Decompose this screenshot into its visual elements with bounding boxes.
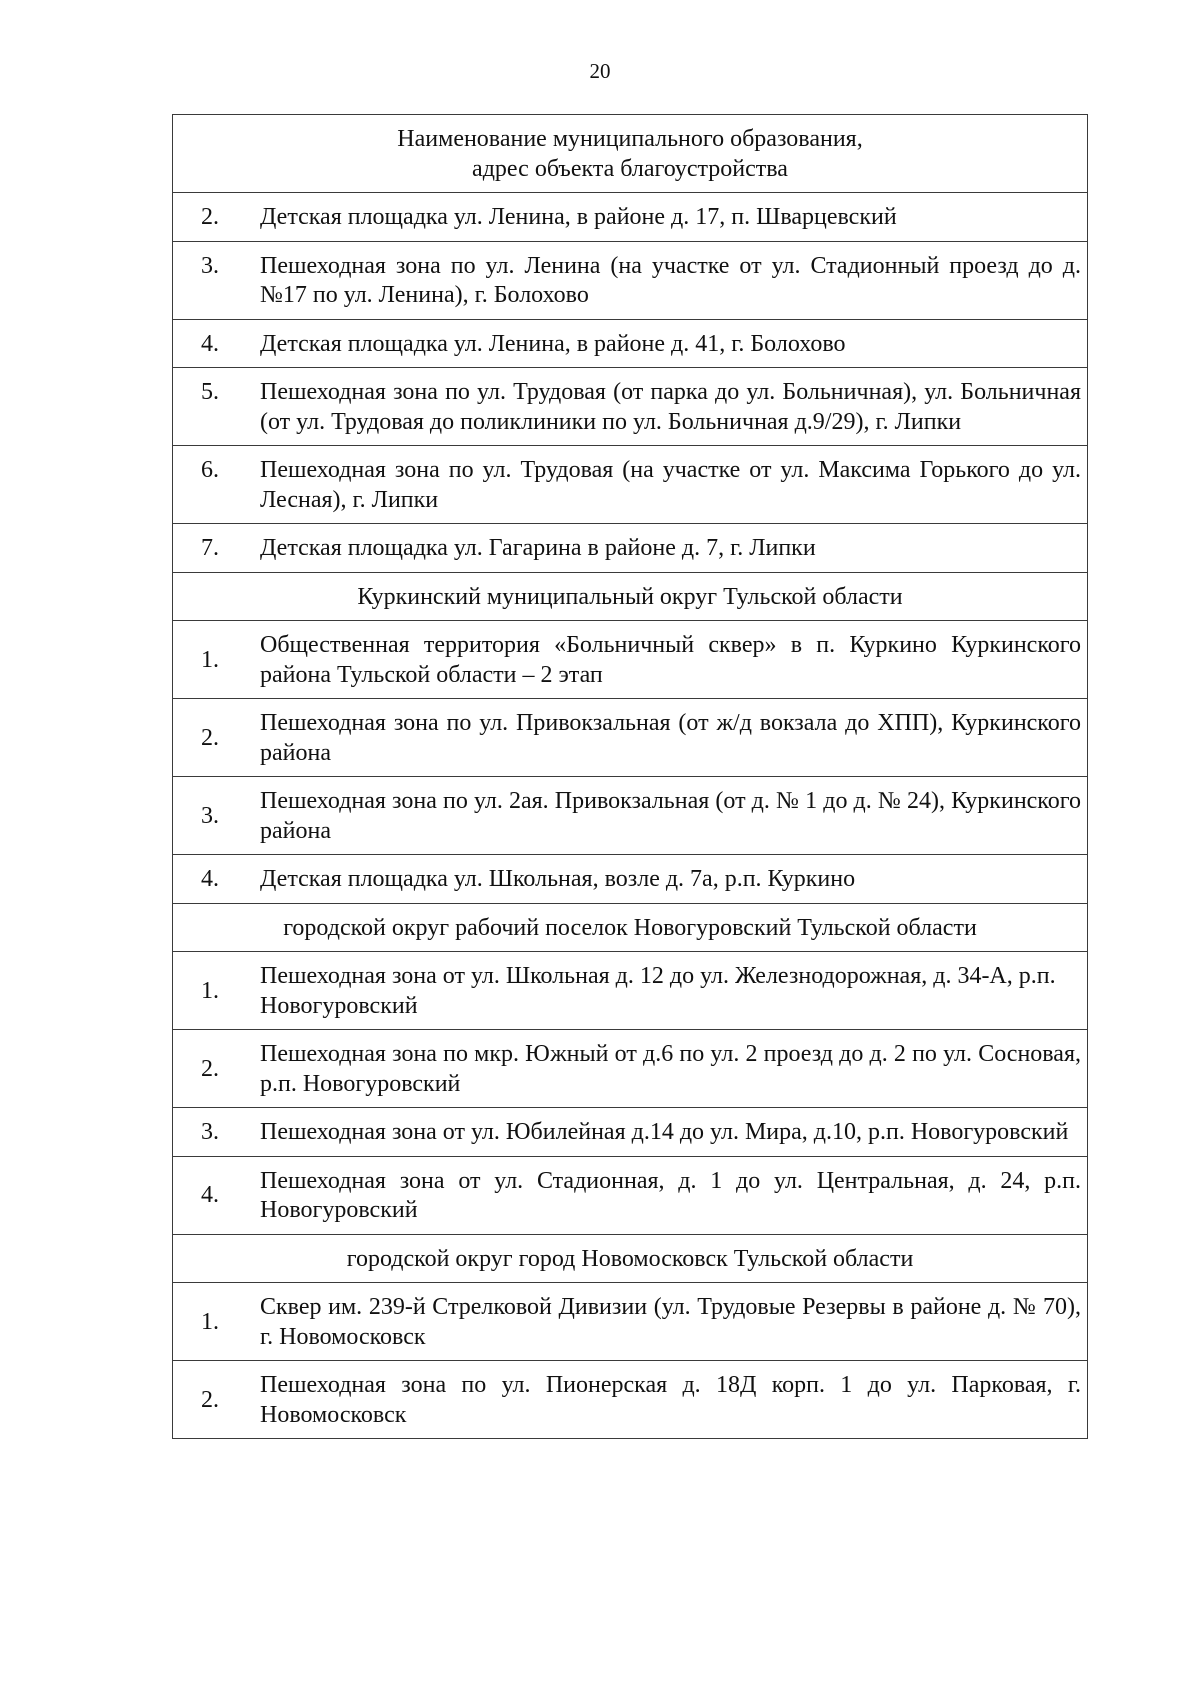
table-row [173, 241, 1088, 319]
item-address: Пешеходная зона по ул. Привокзальная (от ж/д вокзала до ХПП), Куркинского района [260, 710, 1081, 766]
item-number: 1. [201, 977, 219, 1004]
table-row [173, 1283, 1088, 1361]
section-row [173, 1234, 1088, 1283]
item-address: Детская площадка ул. Гагарина в районе д. 7, г. Липки [260, 535, 816, 561]
item-address: Пешеходная зона по ул. Ленина (на участке от ул. Стадионный проезд до д. №17 по ул. Ленина), г. Болохово [260, 252, 1081, 308]
header-line-2: адрес объекта благоустройства [472, 155, 788, 182]
item-address: Пешеходная зона по мкр. Южный от д.6 по ул. 2 проезд до д. 2 по ул. Сосновая, р.п. Новогуровский [260, 1041, 1081, 1097]
item-address: Общественная территория «Больничный сквер» в п. Куркино Куркинского района Тульской области – 2 этап [260, 632, 1081, 688]
table-row [173, 777, 1088, 855]
table-row [173, 621, 1088, 699]
item-address: Пешеходная зона от ул. Юбилейная д.14 до ул. Мира, д.10, р.п. Новогуровский [260, 1119, 1069, 1145]
item-number: 2. [201, 724, 219, 751]
item-number: 3. [201, 252, 219, 279]
table-row [173, 446, 1088, 524]
table-row [173, 855, 1088, 904]
table-row [173, 319, 1088, 368]
item-address: Детская площадка ул. Школьная, возле д. 7а, р.п. Куркино [260, 866, 856, 892]
page-number: 20 [589, 59, 611, 83]
item-number: 2. [201, 1055, 219, 1082]
table-row [173, 1361, 1088, 1439]
item-number: 2. [201, 204, 219, 230]
section-heading: городской округ рабочий поселок Новогуровский Тульской области [173, 903, 1088, 952]
table-row [173, 368, 1088, 446]
table-row [173, 193, 1088, 242]
item-number: 1. [201, 1308, 219, 1335]
item-address: Сквер им. 239-й Стрелковой Дивизии (ул. Трудовые Резервы в районе д. № 70), г. Новомосковск [260, 1294, 1081, 1350]
section-heading: городской округ город Новомосковск Тульской области [173, 1234, 1088, 1283]
item-number: 7. [201, 535, 219, 561]
item-number: 4. [201, 330, 219, 357]
item-address: Пешеходная зона от ул. Школьная д. 12 до ул. Железнодорожная, д. 34-А, р.п. Новогуровский [260, 963, 1056, 1019]
table-row [173, 1108, 1088, 1157]
item-address: Пешеходная зона по ул. 2ая. Привокзальная (от д. № 1 до д. № 24), Куркинского района [260, 788, 1081, 844]
table-header-row [173, 115, 1088, 193]
item-number: 1. [201, 646, 219, 673]
item-number: 6. [201, 457, 219, 483]
section-heading: Куркинский муниципальный округ Тульской области [173, 572, 1088, 621]
table-header-cell [173, 115, 1088, 193]
table-row [173, 1156, 1088, 1234]
item-number: 2. [201, 1386, 219, 1413]
item-number: 4. [201, 1182, 219, 1209]
table-row [173, 699, 1088, 777]
section-row [173, 903, 1088, 952]
item-address: Пешеходная зона от ул. Стадионная, д. 1 до ул. Центральная, д. 24, р.п. Новогуровский [260, 1167, 1081, 1223]
item-number: 5. [201, 379, 219, 405]
item-address: Детская площадка ул. Ленина, в районе д. 17, п. Шварцевский [260, 204, 897, 230]
objects-table [172, 114, 1088, 1439]
table-row [173, 952, 1088, 1030]
item-number: 3. [201, 802, 219, 829]
item-address: Пешеходная зона по ул. Трудовая (на участке от ул. Максима Горького до ул. Лесная), г. Липки [260, 457, 1081, 513]
item-address: Пешеходная зона по ул. Трудовая (от парка до ул. Больничная), ул. Больничная (от ул. Трудовая до поликлиники по ул. Больничная д.9/29), г. Липки [260, 379, 1081, 435]
item-address: Пешеходная зона по ул. Пионерская д. 18Д корп. 1 до ул. Парковая, г. Новомосковск [260, 1372, 1081, 1428]
table-row [173, 1030, 1088, 1108]
table-row [173, 524, 1088, 573]
item-number: 4. [201, 866, 219, 892]
section-row [173, 572, 1088, 621]
item-number: 3. [201, 1119, 219, 1145]
header-line-1: Наименование муниципального образования, [397, 126, 863, 152]
item-address: Детская площадка ул. Ленина, в районе д. 41, г. Болохово [260, 330, 846, 357]
